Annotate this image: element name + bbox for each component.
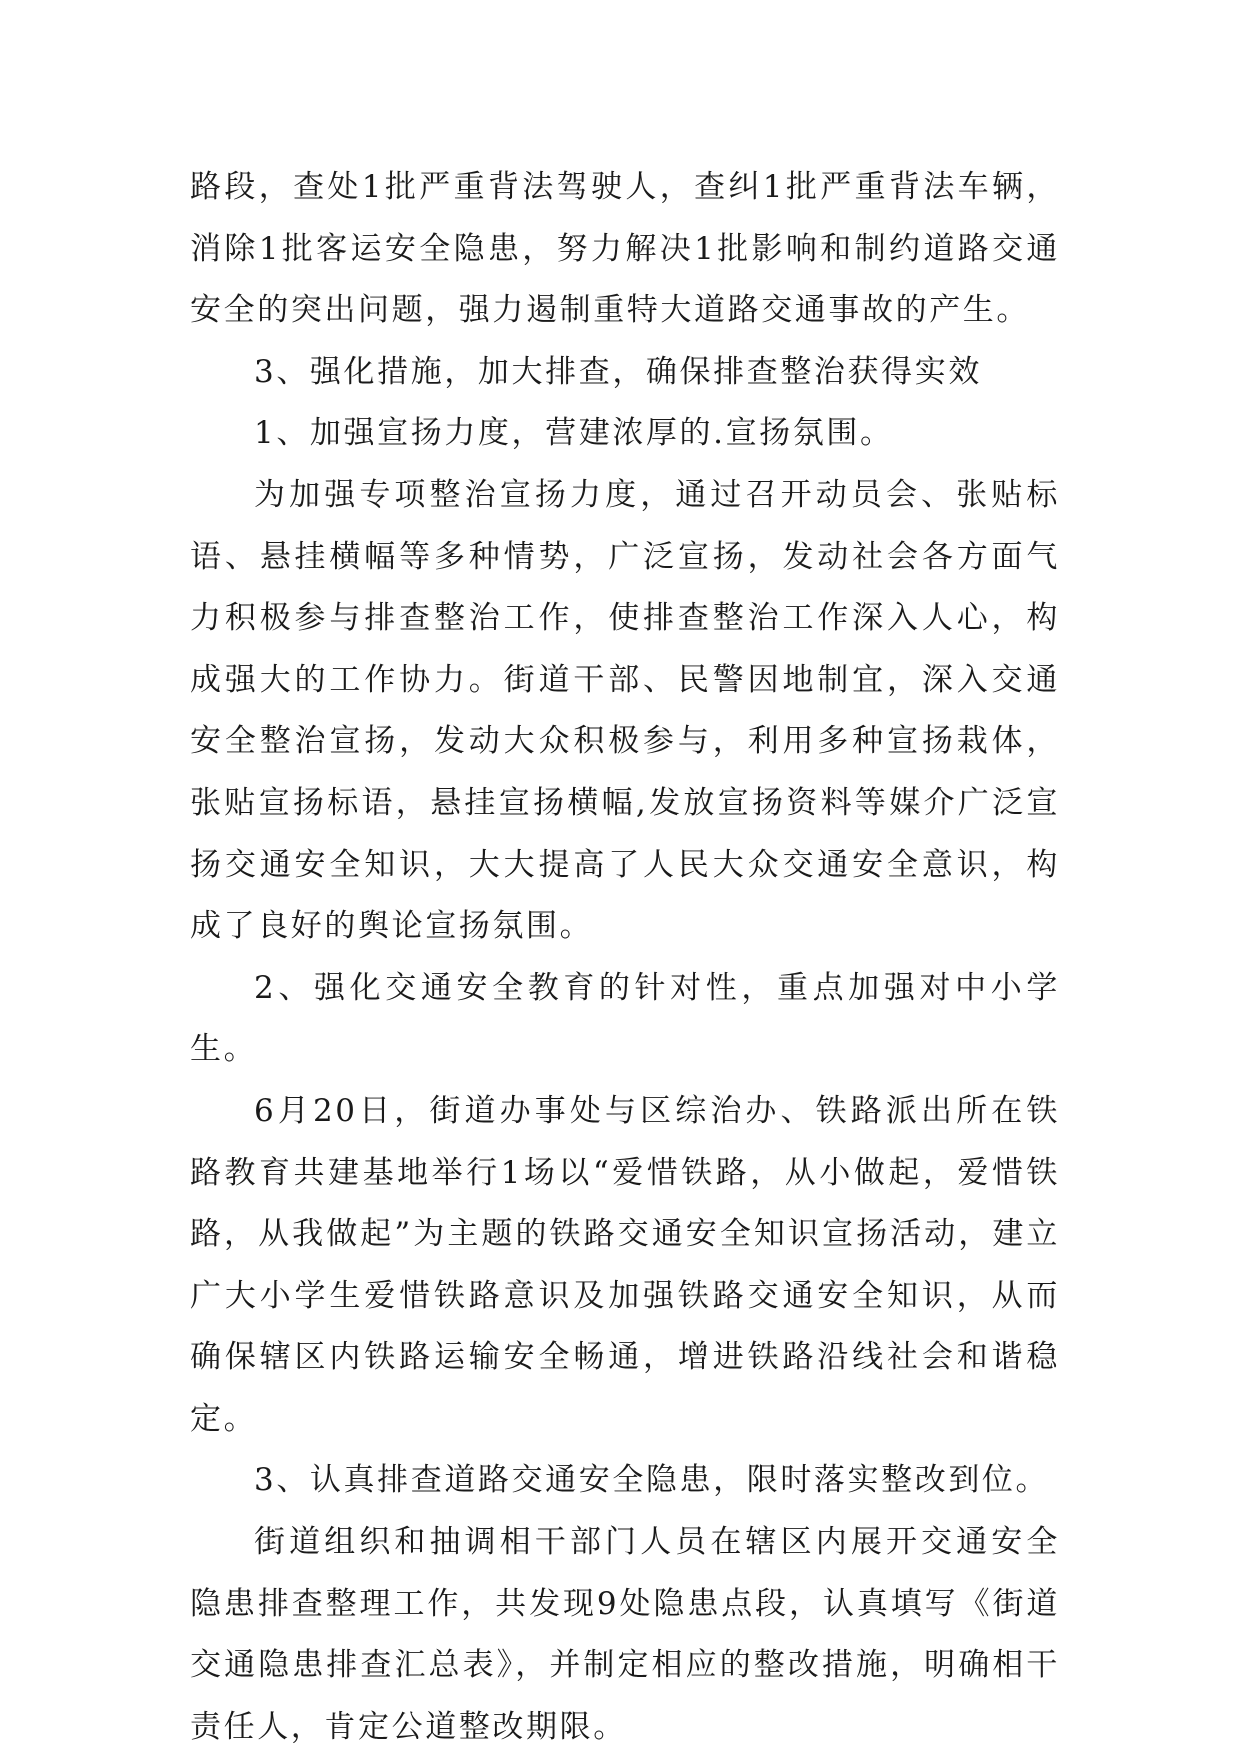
paragraph-4: 为加强专项整治宣扬力度，通过召开动员会、张贴标语、悬挂横幅等多种情势，广泛宣扬，发动社会各方面气力积极参与排查整治工作，使排查整治工作深入人心，构成强大的工作协力。街道干部、民警因地制宜，深入交通安全整治宣扬，发动大众积极参与，利用多种宣扬栽体，张贴宣扬标语，悬挂宣扬横幅,发放宣扬资料等媒介广泛宣扬交通安全知识，大大提高了人民大众交通安全意识，构成了良好的舆论宣扬氛围。: [190, 476, 1060, 945]
document-body: [190, 157, 1060, 1758]
paragraph-5: 2、强化交通安全教育的针对性，重点加强对中小学生。: [190, 969, 1060, 1068]
paragraph-1: 路段，查处1批严重背法驾驶人，查纠1批严重背法车辆，消除1批客运安全隐患，努力解决1批影响和制约道路交通安全的突出问题，强力遏制重特大道路交通事故的产生。: [190, 169, 1060, 329]
paragraph-6: 6月20日，街道办事处与区综治办、铁路派出所在铁路教育共建基地举行1场以“爱惜铁路，从小做起，爱惜铁路，从我做起”为主题的铁路交通安全知识宣扬活动，建立广大小学生爱惜铁路意识及加强铁路交通安全知识，从而确保辖区内铁路运输安全畅通，增进铁路沿线社会和谐稳定。: [190, 1092, 1060, 1437]
paragraph-8: 街道组织和抽调相干部门人员在辖区内展开交通安全隐患排查整理工作，共发现9处隐患点段，认真填写《街道交通隐患排查汇总表》，并制定相应的整改措施，明确相干责任人，肯定公道整改期限。: [190, 1524, 1060, 1745]
paragraph-2: 3、强化措施，加大排查，确保排查整治获得实效: [254, 353, 982, 390]
paragraph-7: 3、认真排查道路交通安全隐患，限时落实整改到位。: [254, 1462, 1050, 1499]
paragraph-3: 1、加强宣扬力度，营建浓厚的.宣扬氛围。: [254, 415, 894, 452]
